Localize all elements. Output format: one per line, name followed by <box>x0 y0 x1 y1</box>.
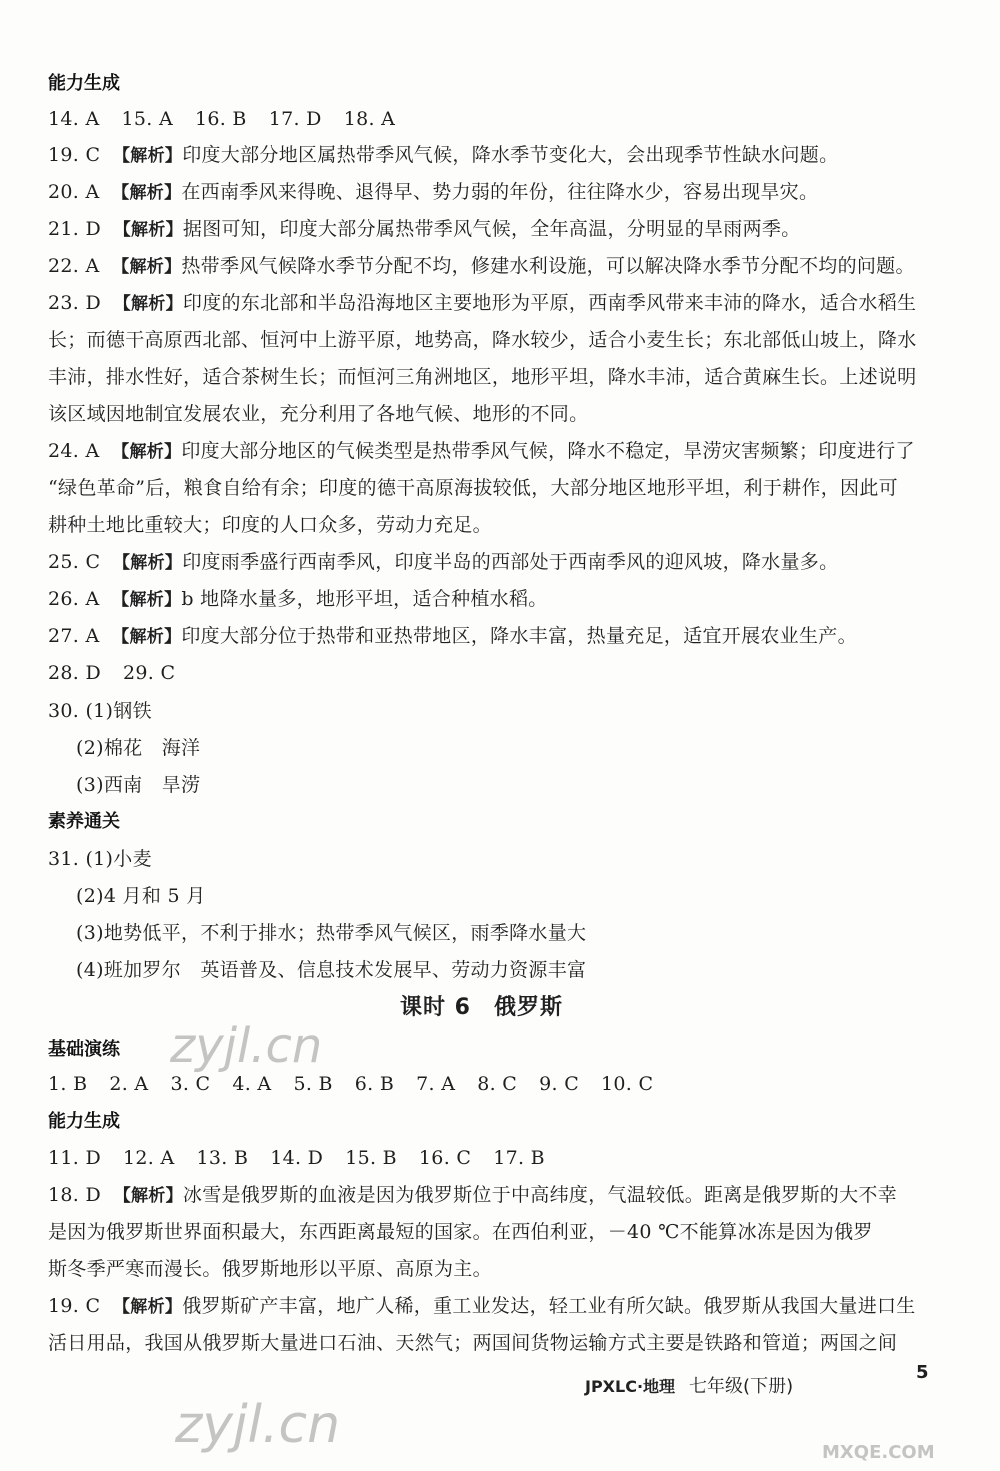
answer-item: 3. C <box>170 1073 211 1095</box>
footer-grade: 七年级(下册) <box>689 1376 794 1397</box>
answer-31-part4: (4)班加罗尔 英语普及、信息技术发展早、劳动力资源丰富 <box>76 959 587 981</box>
answer-18-line2: 是因为俄罗斯世界面积最大，东西距离最短的国家。在西伯利亚，－40 ℃不能算冰冻是因为俄罗 <box>48 1221 873 1243</box>
answer-item: 14. D <box>270 1147 324 1169</box>
answer-25: 25. C 【解析】印度雨季盛行西南季风，印度半岛的西部处于西南季风的迎风坡，降水量多。 <box>48 551 839 573</box>
answer-24: 24. A 【解析】印度大部分地区的气候类型是热带季风气候，降水不稳定，旱涝灾害频繁；印度进行了 <box>48 440 915 462</box>
answer-21: 21. D 【解析】据图可知，印度大部分属热带季风气候，全年高温，分明显的旱雨两季。 <box>48 218 801 240</box>
answer-item: 7. A <box>416 1073 456 1095</box>
answer-item: 11. D <box>48 1147 101 1169</box>
answer-item: 10. C <box>601 1073 654 1095</box>
section-heading-ability: 能力生成 <box>48 73 120 94</box>
answer-30-part2: (2)棉花 海洋 <box>76 737 201 759</box>
answer-18: 18. D 【解析】冰雪是俄罗斯的血液是因为俄罗斯位于中高纬度，气温较低。距离是俄罗斯的大不幸 <box>48 1184 897 1206</box>
section-heading-ability-2: 能力生成 <box>48 1111 120 1132</box>
answer-item: 12. A <box>123 1147 175 1169</box>
answer-item: 9. C <box>539 1073 580 1095</box>
answer-19-russia-line2: 活日用品，我国从俄罗斯大量进口石油、天然气；两国间货物运输方式主要是铁路和管道；两国之间 <box>48 1332 898 1354</box>
answer-24-line3: 耕种土地比重较大；印度的人口众多，劳动力充足。 <box>48 514 492 536</box>
answer-row-14-18 <box>48 107 948 131</box>
answer-item: 28. D <box>48 662 101 684</box>
answer-31-part2: (2)4 月和 5 月 <box>76 885 206 907</box>
watermark: zyjl.cn <box>170 1018 323 1074</box>
answer-item: 17. B <box>493 1147 545 1169</box>
answer-30-part1: 30. (1)钢铁 <box>48 700 152 722</box>
answer-item: 2. A <box>109 1073 149 1095</box>
answer-row-1-10 <box>48 1072 948 1096</box>
answer-19: 19. C 【解析】印度大部分地区属热带季风气候，降水季节变化大，会出现季节性缺水问题。 <box>48 144 839 166</box>
answer-row-28-29 <box>48 661 948 685</box>
answer-26: 26. A 【解析】b 地降水量多，地形平坦，适合种植水稻。 <box>48 588 548 610</box>
answer-31-part1: 31. (1)小麦 <box>48 848 152 870</box>
lesson-title: 课时 6 俄罗斯 <box>400 995 563 1020</box>
answer-item: 1. B <box>48 1073 88 1095</box>
answer-item: 15. B <box>345 1147 397 1169</box>
answer-18-line3: 斯冬季严寒而漫长。俄罗斯地形以平原、高原为主。 <box>48 1258 492 1280</box>
answer-30-part3: (3)西南 旱涝 <box>76 774 201 796</box>
answer-23-line3: 丰沛，排水性好，适合茶树生长；而恒河三角洲地区，地形平坦，降水丰沛，适合黄麻生长。上述说明 <box>48 366 917 388</box>
section-heading-literacy: 素养通关 <box>48 811 120 832</box>
watermark: MXQE.COM <box>822 1442 935 1463</box>
answer-31-part3: (3)地势低平，不利于排水；热带季风气候区，雨季降水量大 <box>76 922 587 944</box>
answer-item: 6. B <box>354 1073 395 1095</box>
answer-23-line2: 长；而德干高原西北部、恒河中上游平原，地势高，降水较少，适合小麦生长；东北部低山坡上，降水 <box>48 329 917 351</box>
answer-item: 5. B <box>293 1073 333 1095</box>
watermark: zyjl.cn <box>175 1395 341 1455</box>
answer-23: 23. D 【解析】印度的东北部和半岛沿海地区主要地形为平原，西南季风带来丰沛的降水，适合水稻生 <box>48 292 917 314</box>
answer-item: 13. B <box>196 1147 249 1169</box>
answer-27: 27. A 【解析】印度大部分位于热带和亚热带地区，降水丰富，热量充足，适宜开展农业生产。 <box>48 625 857 647</box>
answer-item: 16. C <box>418 1147 472 1169</box>
answer-item: 8. C <box>477 1073 518 1095</box>
answer-item: 16. B <box>194 108 247 130</box>
answer-item: 15. A <box>121 108 173 130</box>
section-heading-basic: 基础演练 <box>48 1039 120 1060</box>
answer-24-line2: “绿色革命”后，粮食自给有余；印度的德干高原海拔较低，大部分地区地形平坦，利于耕作，因此可 <box>48 477 898 499</box>
answer-19-russia: 19. C 【解析】俄罗斯矿产丰富，地广人稀，重工业发达，轻工业有所欠缺。俄罗斯从我国大量进口生 <box>48 1295 916 1317</box>
answer-row-11-17 <box>48 1146 948 1170</box>
answer-20: 20. A 【解析】在西南季风来得晚、退得早、势力弱的年份，往往降水少，容易出现旱灾。 <box>48 181 819 203</box>
answer-item: 17. D <box>268 108 322 130</box>
answer-item: 29. C <box>123 662 176 684</box>
answer-23-line4: 该区域因地制宜发展农业，充分利用了各地气候、地形的不同。 <box>48 403 589 425</box>
answer-item: 14. A <box>48 108 100 130</box>
page-number: 5 <box>916 1362 929 1383</box>
page-footer <box>585 1372 793 1398</box>
footer-code: JPXLC·地理 <box>585 1377 676 1396</box>
answer-22: 22. A 【解析】热带季风气候降水季节分配不均，修建水利设施，可以解决降水季节分配不均的问题。 <box>48 255 915 277</box>
answer-item: 4. A <box>232 1073 272 1095</box>
answer-item: 18. A <box>343 108 396 130</box>
